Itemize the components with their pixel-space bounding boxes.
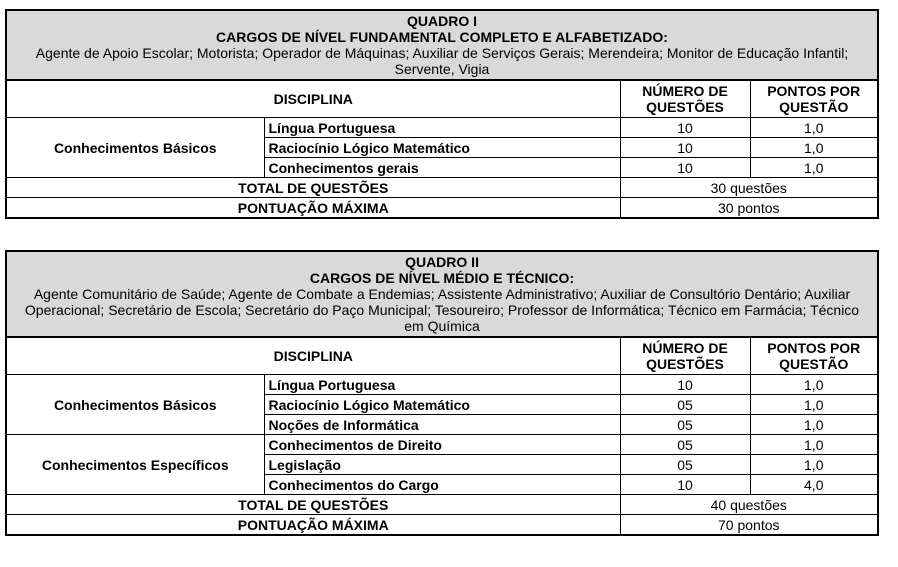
numero-cell: 10 — [620, 138, 750, 158]
total-label: TOTAL DE QUESTÕES — [6, 495, 620, 515]
pontos-cell: 1,0 — [750, 455, 878, 475]
quadro-i-table — [5, 9, 879, 219]
column-header-numero-questoes: NÚMERO DE QUESTÕES — [620, 337, 750, 375]
group-name: Conhecimentos Básicos — [6, 118, 264, 178]
quadro-i-title: QUADRO I — [407, 13, 477, 29]
disciplina-cell: Conhecimentos de Direito — [264, 435, 620, 455]
quadro-i-table-container — [5, 9, 877, 219]
pontos-cell: 1,0 — [750, 375, 878, 395]
disciplina-cell: Raciocínio Lógico Matemático — [264, 395, 620, 415]
pontos-cell: 1,0 — [750, 158, 878, 178]
quadro-ii-header — [6, 251, 878, 337]
pontos-cell: 1,0 — [750, 118, 878, 138]
column-header-disciplina: DISCIPLINA — [6, 337, 620, 375]
total-value: 40 questões — [620, 495, 878, 515]
group-name: Conhecimentos Básicos — [6, 375, 264, 435]
max-score-row — [6, 198, 878, 219]
quadro-i-subtitle: CARGOS DE NÍVEL FUNDAMENTAL COMPLETO E ALFABETIZADO: — [216, 29, 668, 45]
quadro-ii-title: QUADRO II — [405, 254, 479, 270]
pontos-cell: 1,0 — [750, 435, 878, 455]
disciplina-cell: Conhecimentos gerais — [264, 158, 620, 178]
max-score-row — [6, 515, 878, 536]
numero-cell: 10 — [620, 375, 750, 395]
max-score-label: PONTUAÇÃO MÁXIMA — [6, 515, 620, 536]
disciplina-cell: Conhecimentos do Cargo — [264, 475, 620, 495]
numero-cell: 05 — [620, 435, 750, 455]
total-row — [6, 178, 878, 198]
numero-cell: 10 — [620, 158, 750, 178]
table-row — [6, 118, 878, 138]
pontos-cell: 1,0 — [750, 415, 878, 435]
numero-cell: 05 — [620, 455, 750, 475]
max-score-value: 30 pontos — [620, 198, 878, 219]
table-row — [6, 375, 878, 395]
quadro-i-header — [6, 10, 878, 80]
disciplina-cell: Raciocínio Lógico Matemático — [264, 138, 620, 158]
column-header-pontos-por-questao: PONTOS POR QUESTÃO — [750, 337, 878, 375]
total-row — [6, 495, 878, 515]
disciplina-cell: Língua Portuguesa — [264, 118, 620, 138]
column-header-numero-questoes: NÚMERO DE QUESTÕES — [620, 80, 750, 118]
group-name: Conhecimentos Específicos — [6, 435, 264, 495]
quadro-ii-table-container — [5, 250, 877, 536]
quadro-i-cargos-list: Agente de Apoio Escolar; Motorista; Operador de Máquinas; Auxiliar de Serviços Gerais; Merendeira; Monitor de Educação Infantil; Servente, Vigia — [35, 45, 849, 77]
numero-cell: 10 — [620, 475, 750, 495]
table-row — [6, 435, 878, 455]
numero-cell: 05 — [620, 395, 750, 415]
total-label: TOTAL DE QUESTÕES — [6, 178, 620, 198]
column-header-disciplina: DISCIPLINA — [6, 80, 620, 118]
quadro-ii-cargos-list: Agente Comunitário de Saúde; Agente de Combate a Endemias; Assistente Administrativo; Auxiliar de Consultório Dentário; Auxiliar Operacional; Secretário de Escola; Secretário do Paço Municipal; Tesoureiro; Professor de Informática; Técnico em Farmácia; Técnico em Química — [24, 286, 860, 334]
disciplina-cell: Noções de Informática — [264, 415, 620, 435]
numero-cell: 10 — [620, 118, 750, 138]
pontos-cell: 4,0 — [750, 475, 878, 495]
pontos-cell: 1,0 — [750, 138, 878, 158]
max-score-label: PONTUAÇÃO MÁXIMA — [6, 198, 620, 219]
quadro-ii-table — [5, 250, 879, 536]
pontos-cell: 1,0 — [750, 395, 878, 415]
disciplina-cell: Língua Portuguesa — [264, 375, 620, 395]
total-value: 30 questões — [620, 178, 878, 198]
numero-cell: 05 — [620, 415, 750, 435]
column-header-pontos-por-questao: PONTOS POR QUESTÃO — [750, 80, 878, 118]
quadro-ii-subtitle: CARGOS DE NÍVEL MÉDIO E TÉCNICO: — [309, 270, 575, 286]
disciplina-cell: Legislação — [264, 455, 620, 475]
max-score-value: 70 pontos — [620, 515, 878, 536]
